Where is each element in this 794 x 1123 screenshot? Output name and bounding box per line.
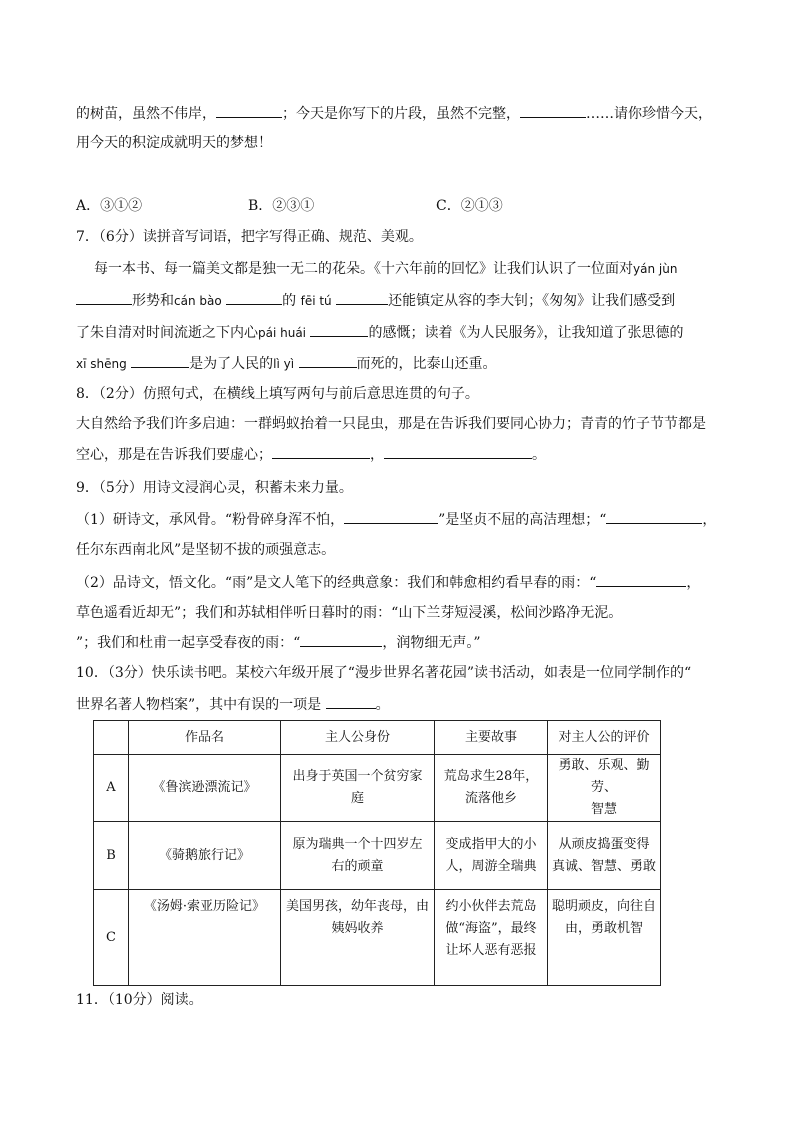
- cell-line: 从顽皮捣蛋变得: [558, 836, 650, 852]
- work-cell: 《骑鹅旅行记》: [129, 822, 281, 890]
- header-cell: 作品名: [129, 721, 281, 755]
- row-label: A: [94, 755, 129, 822]
- identity-cell: [281, 822, 435, 890]
- answer-blank[interactable]: [336, 290, 388, 305]
- text: ，润物细无声。”: [382, 635, 481, 651]
- text: ……请你珍惜今天，: [586, 106, 712, 122]
- eval-cell: [548, 755, 661, 822]
- cell-line: 变成指甲大的小: [445, 836, 537, 852]
- row-label: B: [94, 822, 129, 890]
- text: 还能镇定从容的李大钊；《匆匆》让我们感受到: [388, 293, 676, 309]
- cell-line: 聪明顽皮，向往自: [551, 899, 656, 914]
- q7-line-3: [76, 322, 683, 343]
- answer-blank[interactable]: [606, 509, 702, 524]
- header-cell: [94, 721, 129, 755]
- text: ，: [686, 575, 701, 591]
- answer-blank[interactable]: [310, 322, 368, 337]
- q6-options: [76, 196, 503, 216]
- q9-line-4: 草色遥看近却无”；我们和苏轼相伴听日暮时的雨：“山下兰芽短浸溪，松间沙路净无泥。: [76, 605, 623, 621]
- cell-line: 右的顽童: [331, 858, 384, 874]
- text: 了朱自清对时间流逝之下内心: [76, 325, 258, 341]
- cell-line: 智慧: [590, 802, 617, 817]
- text: ；今天是你写下的片段，虽然不完整，: [282, 106, 520, 122]
- q10-line-1: 10．（3分）快乐读书吧。某校六年级开展了“漫步世界名著花园”读书活动，如表是一位同学制作的“: [76, 665, 692, 681]
- answer-blank[interactable]: [76, 290, 132, 305]
- text: （2）品诗文，悟文化。“雨”是文人笔下的经典意象：我们和韩愈相约看早春的雨：“: [76, 575, 597, 591]
- cell-line: 勇敢、乐观、勤劳、: [558, 758, 650, 795]
- table-header-row: [94, 721, 661, 755]
- text: ”；我们和杜甫一起享受春夜的雨：“: [76, 635, 301, 651]
- answer-blank[interactable]: [326, 694, 376, 709]
- character-profile-table: [93, 720, 661, 986]
- option-a[interactable]: A．③①②: [76, 198, 143, 214]
- cell-line: 由，勇敢机智: [564, 921, 643, 936]
- answer-blank[interactable]: [299, 353, 357, 368]
- q8-header: 8．（2分）仿照句式，在横线上填写两句与前后意思连贯的句子。: [76, 386, 479, 402]
- eval-cell: [548, 890, 661, 986]
- answer-blank[interactable]: [131, 353, 189, 368]
- text: ”是坚贞不屈的高洁理想；“: [438, 512, 607, 528]
- cell-line: 流落他乡: [464, 791, 517, 806]
- option-b[interactable]: B．②③①: [248, 198, 315, 214]
- q9-line-2: 任尔东西南北风”是坚韧不拔的顽强意志。: [76, 542, 336, 558]
- identity-cell: [281, 890, 435, 986]
- pinyin: yán jùn: [633, 262, 678, 276]
- q7-header: 7．（6分）读拼音写词语，把字写得正确、规范、美观。: [76, 229, 423, 245]
- text: 。: [532, 447, 546, 463]
- text: 的: [282, 293, 297, 309]
- text: 的感慨；读着《为人民服务》，让我知道了张思德的: [368, 325, 684, 341]
- answer-blank[interactable]: [596, 572, 686, 587]
- table-row: [94, 755, 661, 822]
- cell-line: 真诚、智慧、勇敢: [551, 858, 656, 874]
- cell-line: 美国男孩，幼年丧母，由: [285, 899, 429, 914]
- answer-blank[interactable]: [226, 290, 282, 305]
- answer-blank[interactable]: [344, 509, 438, 524]
- q11-header: 11．（10分）阅读。: [76, 992, 203, 1008]
- header-cell: 对主人公的评价: [548, 721, 661, 755]
- cell-line: 约小伙伴去荒岛: [445, 899, 537, 914]
- text: 世界名著人物档案”，其中有误的一项是: [76, 697, 322, 713]
- q8-line-2: [76, 444, 546, 465]
- q7-line-1: [94, 259, 677, 279]
- story-cell: [435, 822, 548, 890]
- work-cell: 《汤姆·索亚历险记》: [129, 890, 281, 986]
- text: 。: [375, 697, 390, 713]
- cell-line: 做“海盗”，最终: [445, 921, 537, 936]
- cell-line: 出身于英国一个贫穷家: [292, 769, 423, 784]
- eval-cell: [548, 822, 661, 890]
- pinyin: fēi tú: [300, 294, 332, 308]
- text: （1）研诗文，承风骨。“粉骨碎身浑不怕，: [76, 512, 345, 528]
- text: 而死的，比泰山还重。: [356, 356, 497, 372]
- q9-header: 9．（5分）用诗文浸润心灵，积蓄未来力量。: [76, 480, 353, 496]
- answer-blank[interactable]: [216, 103, 282, 118]
- cell-line: 让坏人恶有恶报: [445, 943, 537, 958]
- q7-line-4: [76, 353, 497, 374]
- cell-line: 荒岛求生28年，: [443, 769, 539, 784]
- answer-blank[interactable]: [520, 103, 586, 118]
- identity-cell: [281, 755, 435, 822]
- text: ，: [702, 512, 717, 528]
- q10-line-2: [76, 694, 390, 715]
- pinyin: xī shēng: [76, 357, 127, 371]
- q7-line-2: [76, 290, 675, 311]
- story-cell: [435, 890, 548, 986]
- text: 每一本书、每一篇美文都是独一无二的花朵。《十六年前的回忆》让我们认识了一位面对: [94, 261, 633, 277]
- q8-line-1: 大自然给予我们许多启迪：一群蚂蚁抬着一只昆虫，那是在告诉我们要同心协力；青青的竹子节节都是: [76, 416, 706, 432]
- work-cell: 《鲁滨逊漂流记》: [129, 755, 281, 822]
- text: ，: [370, 447, 384, 463]
- table-row: [94, 890, 661, 986]
- row-label: C: [94, 890, 129, 986]
- q9-line-1: [76, 509, 716, 530]
- text: 的树苗，虽然不伟岸，: [76, 106, 216, 122]
- cell-line: 原为瑞典一个十四岁左: [292, 836, 423, 852]
- cell-line: 人，周游全瑞典: [445, 858, 537, 874]
- table-row: [94, 822, 661, 890]
- q9-line-3: [76, 572, 700, 593]
- story-cell: [435, 755, 548, 822]
- pinyin: lì yì: [273, 357, 295, 371]
- header-cell: 主人公身份: [281, 721, 435, 755]
- header-cell: 主要故事: [435, 721, 548, 755]
- pinyin: cán bào: [174, 294, 222, 308]
- text: 是为了人民的: [189, 356, 274, 372]
- answer-blank[interactable]: [300, 632, 382, 647]
- option-c[interactable]: C．②①③: [436, 198, 503, 214]
- text: 形势和: [132, 293, 174, 309]
- intro-line-1: [76, 103, 712, 124]
- intro-line-2: 用今天的积淀成就明天的梦想！: [76, 135, 272, 151]
- cell-line: 姨妈收养: [331, 921, 384, 936]
- text: 空心，那是在告诉我们要虚心；: [76, 447, 272, 463]
- pinyin: pái huái: [258, 326, 307, 340]
- cell-line: 庭: [350, 791, 364, 806]
- answer-blank[interactable]: [272, 444, 370, 459]
- answer-blank[interactable]: [384, 444, 532, 459]
- q9-line-5: [76, 632, 481, 653]
